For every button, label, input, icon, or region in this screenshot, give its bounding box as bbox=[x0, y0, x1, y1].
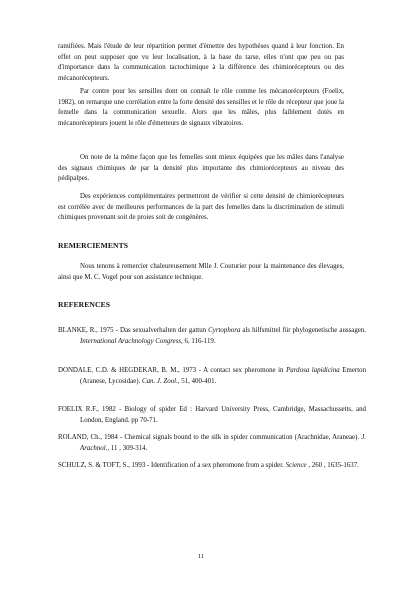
page-number: 11 bbox=[198, 553, 205, 560]
paragraph-chemoreceptors: On note de la même façon que les femelles sont mieux équipées que les mâles dans l'analyse des signaux chimiques de par la densité plus importante des chimiorécepteurs au niveau des pédipalpes. bbox=[58, 154, 344, 183]
paragraph-sensilles-distribution: ramifiées. Mais l'étude de leur répartition permet d'émettre des hypothèses quand à leur fonction. En effet on peut supposer que vu leur localisation, à la base du tarse, elles n'ont que peu ou pas d'importance dans la communication tactochimique à la différence des chimiorécepteurs ou des mécanorécepteurs. bbox=[58, 43, 344, 82]
reference-item: SCHULZ, S. & TOFT, S., 1993 - Identification of a sex pheromone from a spider. Science , 260 , 1635-1637. bbox=[58, 462, 359, 469]
paragraph-mechanoreceptors: Par contre pour les sensilles dont on connaît le rôle comme les mécanorécepteurs (Foelix, 1982), on remarque une corrélation entre la forte densité des sensilles et le rôle de récepteur que joue la femelle dans la communication sexuelle. Alors que les mâles, plus faiblement dotés en mécanorécepteurs jouent le rôle d'émetteurs de signaux vibratoires. bbox=[58, 88, 344, 127]
acknowledgements-heading: REMERCIEMENTS bbox=[58, 241, 129, 250]
reference-item: FOELIX R.F., 1982 - Biology of spider Ed : Harvard University Press, Cambridge, Massachussetts, and London, England. pp 70-71. bbox=[58, 406, 366, 424]
paragraph-future-experiments: Des expériences complémentaires permettront de vérifier si cette densité de chimiorécepteurs est corrélée avec de meilleures performances de la part des femelles dans la discrimination de stimuli chimiques provenant soit de proies soit de congénères. bbox=[58, 193, 344, 222]
reference-item: BLANKE, R., 1975 - Das sexualverhalten der gattun Cyrtophora als hilfsmittel für phylogenetische aussagen. International Arachnology Congress, 6, 116-119. bbox=[58, 327, 366, 345]
references-heading: REFERENCES bbox=[58, 300, 111, 309]
reference-item: DONDALE, C.D. & HEGDEKAR, B. M., 1973 - A contact sex pheromone in Pardosa lapidicina Emerton (Aranese, Lycosidae). Can. J. Zool., 51, 400-401. bbox=[58, 367, 367, 385]
reference-item: ROLAND, Ch., 1984 - Chemical signals bound to the silk in spider communication (Arachnidae, Araneae). J. Arachnol., 11 , 309-314. bbox=[58, 434, 366, 452]
acknowledgements-text: Nous tenons à remercier chaleureusement Mlle J. Couturier pour la maintenance des élevages, ainsi que M. C. Vogel pour son assistance technique. bbox=[58, 263, 344, 281]
